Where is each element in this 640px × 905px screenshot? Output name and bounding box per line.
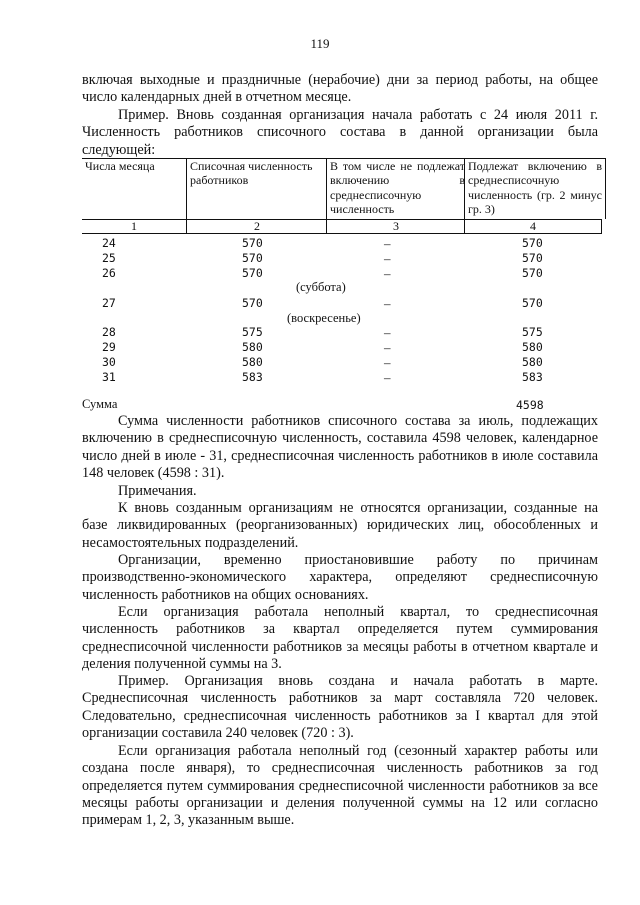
excluded-cell: – [384, 340, 391, 355]
example-quarter: Пример. Организация вновь создана и начала работать в марте. Среднесписочная численность работников за март составляла 720 человек. Следовательно, среднесписочная численность работников за I квартал для этой организации составила 240 человек (720 : 3). [82, 673, 598, 741]
included-cell: 570 [522, 296, 543, 310]
excluded-cell: – [384, 251, 391, 266]
table-row [82, 236, 600, 250]
day-cell: 29 [102, 340, 116, 354]
included-cell: 570 [522, 236, 543, 250]
sum-paragraph: Сумма численности работников списочного состава за июль, подлежащих включению в среднесписочную численность, составила 4598 человек, календарное число дней в июле - 31, среднесписочная численность работников в июле составила 148 человек (4598 : 31). [82, 413, 598, 481]
col-number-4: 4 [464, 219, 602, 234]
excluded-cell: – [384, 266, 391, 281]
excluded-cell: – [384, 236, 391, 251]
listed-cell: 570 [242, 266, 263, 280]
day-cell: 30 [102, 355, 116, 369]
col-number-2: 2 [186, 219, 327, 234]
sum-value: 4598 [516, 398, 544, 412]
example-paragraph: Пример. Вновь созданная организация начала работать с 24 июля 2011 г. Численность работников списочного состава в данной организации была следующей: [82, 107, 598, 158]
table-row [82, 355, 600, 369]
included-cell: 570 [522, 251, 543, 265]
listed-cell: 570 [242, 251, 263, 265]
table-header [82, 158, 602, 233]
listed-cell: 580 [242, 355, 263, 369]
table-row [82, 251, 600, 265]
listed-cell: 570 [242, 236, 263, 250]
note-suspended-organizations: Организации, временно приостановившие работу по причинам производственно-экономического характера, определяют среднесписочную численность работников на общих основаниях. [82, 552, 598, 603]
table-row [82, 266, 600, 280]
listed-cell: 583 [242, 370, 263, 384]
included-cell: 580 [522, 355, 543, 369]
excluded-cell: – [384, 325, 391, 340]
header-listed: Списочная численность работников [186, 158, 328, 219]
day-cell: 26 [102, 266, 116, 280]
col-number-3: 3 [326, 219, 465, 234]
day-cell: 24 [102, 236, 116, 250]
sunday-note: (воскресенье) [287, 311, 361, 325]
included-cell: 570 [522, 266, 543, 280]
notes-heading: Примечания. [118, 483, 197, 499]
header-included: Подлежат включению в среднесписочную численность (гр. 2 минус гр. 3) [464, 158, 606, 219]
col-number-1: 1 [82, 219, 186, 234]
listed-cell: 575 [242, 325, 263, 339]
table-row [82, 370, 600, 384]
day-cell: 27 [102, 296, 116, 310]
included-cell: 580 [522, 340, 543, 354]
intro-line-2: число календарных дней в отчетном месяце. [82, 89, 352, 105]
excluded-cell: – [384, 296, 391, 311]
table-row [82, 325, 600, 339]
included-cell: 575 [522, 325, 543, 339]
day-cell: 28 [102, 325, 116, 339]
table-row [82, 340, 600, 354]
day-cell: 25 [102, 251, 116, 265]
intro-line-1: включая выходные и праздничные (нерабочие) дни за период работы, на общее [82, 72, 598, 88]
listed-cell: 580 [242, 340, 263, 354]
saturday-note: (суббота) [296, 280, 346, 294]
note-new-organizations: К вновь созданным организациям не относятся организации, созданные на базе ликвидированных (реорганизованных) юридических лиц, обособленных и несамостоятельных подразделений. [82, 500, 598, 551]
day-cell: 31 [102, 370, 116, 384]
page-number: 119 [310, 36, 330, 51]
sum-label: Сумма [82, 397, 118, 411]
table-row [82, 296, 600, 310]
note-incomplete-quarter: Если организация работала неполный квартал, то среднесписочная численность работников за квартал определяется путем суммирования среднесписочной численности работников за месяцы работы в отчетном квартале и деления полученной суммы на 3. [82, 604, 598, 672]
header-day: Числа месяца [82, 158, 187, 219]
included-cell: 583 [522, 370, 543, 384]
excluded-cell: – [384, 370, 391, 385]
excluded-cell: – [384, 355, 391, 370]
listed-cell: 570 [242, 296, 263, 310]
note-incomplete-year: Если организация работала неполный год (сезонный характер работы или создана после января), то среднесписочная численность работников за год определяется путем суммирования среднесписочной численности работников за все месяцы работы организации и деления полученной суммы на 12 или согласно примерам 1, 2, 3, указанным выше. [82, 743, 598, 829]
header-excluded: В том числе не подлежат включению в среднесписочную численность [326, 158, 468, 219]
